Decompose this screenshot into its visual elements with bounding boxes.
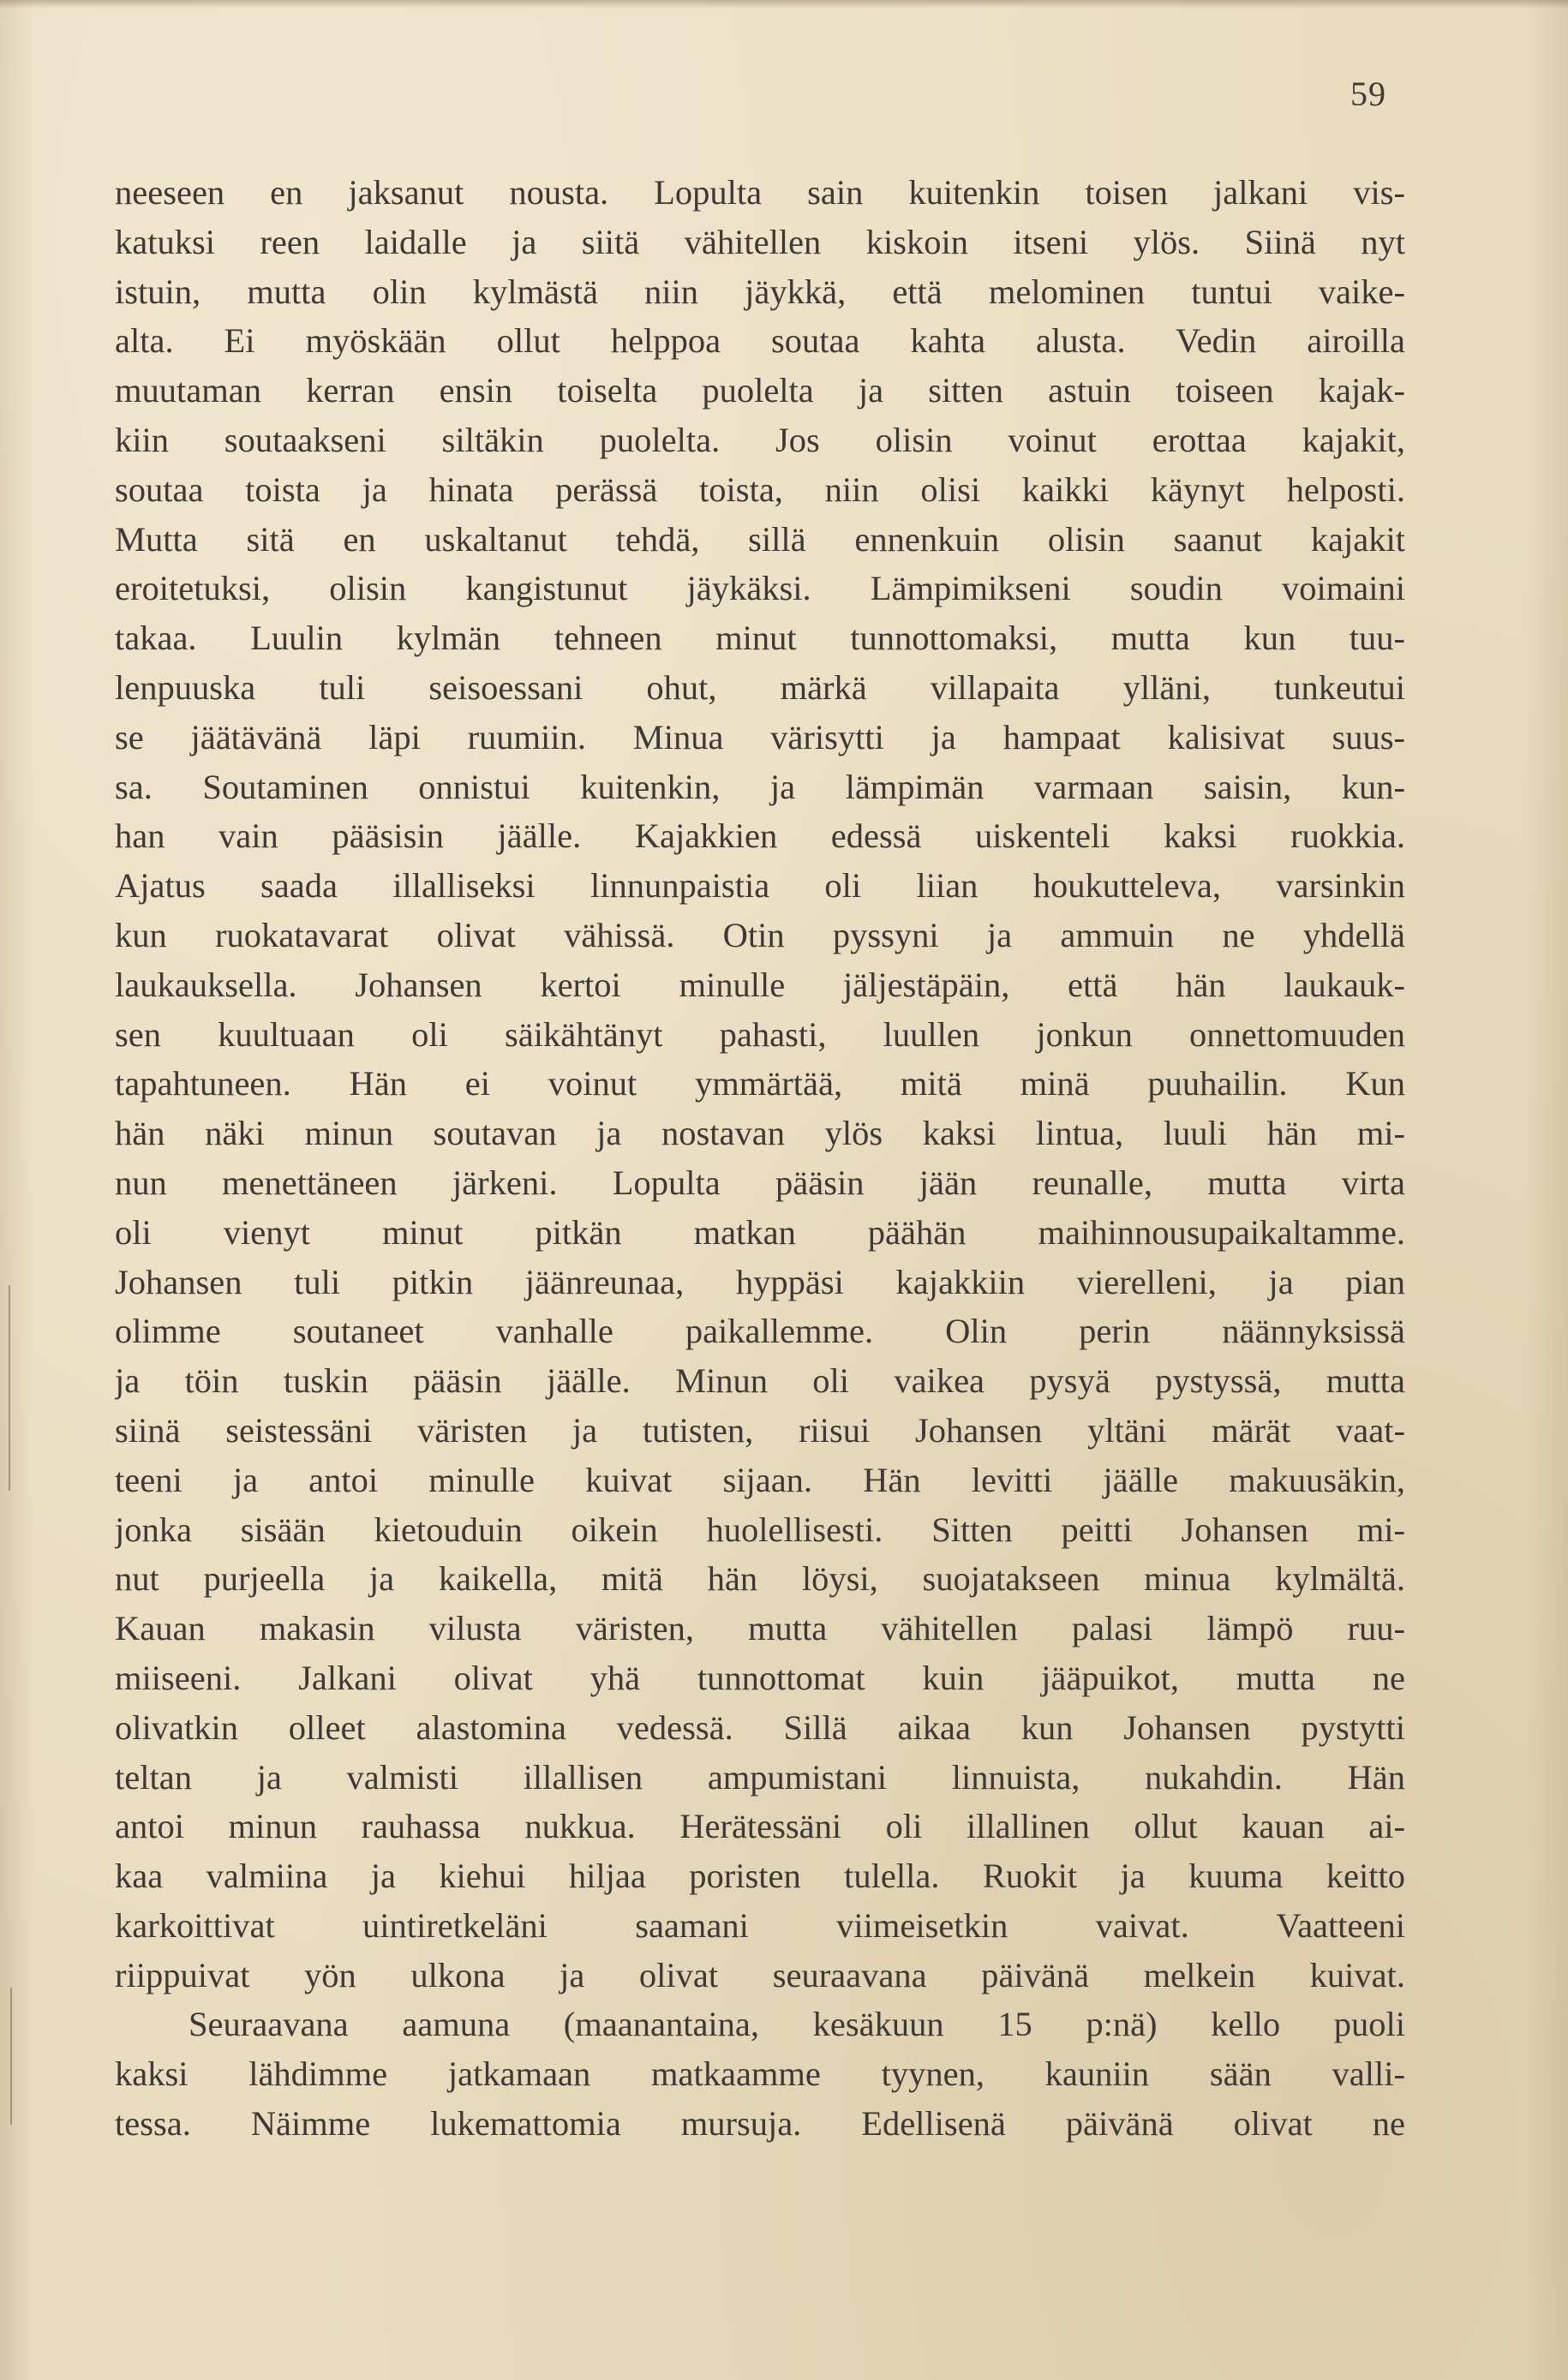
text-line: sen kuultuaan oli säikähtänyt pahasti, luullen jonkun onnettomuuden (115, 1014, 1405, 1054)
text-line: antoi minun rauhassa nukkua. Herätessäni oli illallinen ollut kauan ai- (115, 1807, 1405, 1846)
text-line: tapahtuneen. Hän ei voinut ymmärtää, mitä minä puuhailin. Kun (115, 1064, 1405, 1103)
text-line: Mutta sitä en uskaltanut tehdä, sillä ennenkuin olisin saanut kajakit (115, 519, 1405, 559)
page-top-edge (0, 0, 1568, 9)
text-line: katuksi reen laidalle ja siitä vähitellen kiskoin itseni ylös. Siinä nyt (115, 222, 1405, 261)
text-line: Ajatus saada illalliseksi linnunpaistia oli liian houkutteleva, varsinkin (115, 866, 1405, 906)
text-line: nut purjeella ja kaikella, mitä hän löysi, suojatakseen minua kylmältä. (115, 1559, 1405, 1599)
text-line: soutaa toista ja hinata perässä toista, niin olisi kaikki käynyt helposti. (115, 469, 1405, 509)
text-line: riippuivat yön ulkona ja olivat seuraavana päivänä melkein kuivat. (115, 1955, 1405, 1994)
body-text (115, 168, 1405, 2149)
text-line: lenpuuska tuli seisoessani ohut, märkä villapaita ylläni, tunkeutui (115, 667, 1405, 707)
text-line: olimme soutaneet vanhalle paikallemme. Olin perin näännyksissä (115, 1312, 1405, 1351)
text-line: kiin soutaakseni siltäkin puolelta. Jos olisin voinut erottaa kajakit, (115, 420, 1405, 459)
text-line: nun menettäneen järkeni. Lopulta pääsin jään reunalle, mutta virta (115, 1163, 1405, 1202)
page-number: 59 (1350, 75, 1386, 113)
left-margin-mark (9, 1285, 10, 1491)
text-line: kun ruokatavarat olivat vähissä. Otin pyssyni ja ammuin ne yhdellä (115, 915, 1405, 954)
text-line: alta. Ei myöskään ollut helppoa soutaa kahta alusta. Vedin airoilla (115, 321, 1405, 361)
text-line: Kauan makasin vilusta väristen, mutta vähitellen palasi lämpö ruu- (115, 1609, 1405, 1648)
text-line: eroitetuksi, olisin kangistunut jäykäksi. Lämpimikseni soudin voimaini (115, 569, 1405, 608)
text-line: olivatkin olleet alastomina vedessä. Sillä aikaa kun Johansen pystytti (115, 1707, 1405, 1747)
text-line: hän näki minun soutavan ja nostavan ylös kaksi lintua, luuli hän mi- (115, 1114, 1405, 1153)
text-line: siinä seistessäni väristen ja tutisten, riisui Johansen yltäni märät vaat- (115, 1410, 1405, 1450)
text-line: takaa. Luulin kylmän tehneen minut tunnottomaksi, mutta kun tuu- (115, 619, 1405, 658)
left-margin-mark-2 (10, 1988, 12, 2125)
text-line: han vain pääsisin jäälle. Kajakkien edessä uiskenteli kaksi ruokkia. (115, 816, 1405, 856)
text-line: oli vienyt minut pitkän matkan päähän maihinnousupaikaltamme. (115, 1212, 1405, 1252)
text-line: kaksi lähdimme jatkamaan matkaamme tyynen, kauniin sään valli- (115, 2054, 1405, 2094)
text-line: miiseeni. Jalkani olivat yhä tunnottomat kuin jääpuikot, mutta ne (115, 1658, 1405, 1697)
text-line: sa. Soutaminen onnistui kuitenkin, ja lämpimän varmaan saisin, kun- (115, 767, 1405, 806)
text-line: Johansen tuli pitkin jäänreunaa, hyppäsi kajakkiin vierelleni, ja pian (115, 1262, 1405, 1301)
text-line: ja töin tuskin pääsin jäälle. Minun oli vaikea pysyä pystyssä, mutta (115, 1361, 1405, 1401)
text-line: jonka sisään kietouduin oikein huolellisesti. Sitten peitti Johansen mi- (115, 1510, 1405, 1549)
text-line: karkoittivat uintiretkeläni saamani viimeisetkin vaivat. Vaatteeni (115, 1905, 1405, 1945)
text-line: laukauksella. Johansen kertoi minulle jäljestäpäin, että hän laukauk- (115, 965, 1405, 1004)
text-line: neeseen en jaksanut nousta. Lopulta sain kuitenkin toisen jalkani vis- (115, 173, 1405, 212)
text-line: se jäätävänä läpi ruumiin. Minua värisytti ja hampaat kalisivat suus- (115, 717, 1405, 756)
text-line: istuin, mutta olin kylmästä niin jäykkä, että melominen tuntui vaike- (115, 272, 1405, 311)
text-line: teeni ja antoi minulle kuivat sijaan. Hän levitti jäälle makuusäkin, (115, 1460, 1405, 1499)
text-line: tessa. Näimme lukemattomia mursuja. Edellisenä päivänä olivat ne (115, 2104, 1405, 2144)
text-line: muutaman kerran ensin toiselta puolelta ja sitten astuin toiseen kajak- (115, 371, 1405, 410)
text-line: teltan ja valmisti illallisen ampumistani linnuista, nukahdin. Hän (115, 1757, 1405, 1797)
paragraph-start-line: Seuraavana aamuna (maanantaina, kesäkuun 15 p:nä) kello puoli (189, 2005, 1405, 2044)
text-line: kaa valmiina ja kiehui hiljaa poristen tulella. Ruokit ja kuuma keitto (115, 1857, 1405, 1896)
